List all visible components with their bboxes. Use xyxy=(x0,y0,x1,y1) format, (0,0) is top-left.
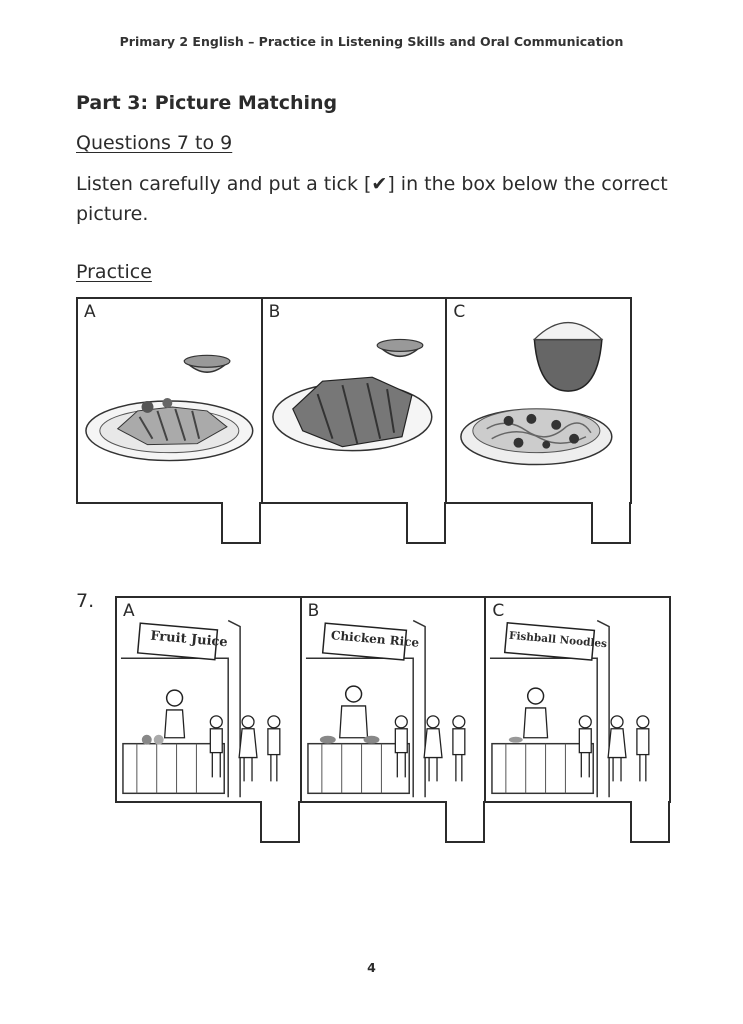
practice-tick-box-a[interactable] xyxy=(221,502,261,544)
roast-meat-plate-illustration xyxy=(263,299,446,502)
option-letter: B xyxy=(268,302,281,322)
stall-sign: Fruit Juice xyxy=(149,628,229,651)
stall-illustration-b xyxy=(302,598,485,801)
question7-picture-row xyxy=(115,596,671,803)
page-number: 4 xyxy=(367,960,376,975)
questions-range: Questions 7 to 9 xyxy=(76,132,233,154)
stall-illustration-c xyxy=(486,598,669,801)
option-letter: A xyxy=(84,302,96,322)
instruction-text: Listen carefully and put a tick [✔] in the box below the correct picture. xyxy=(76,173,668,225)
stall-sign: Fishball Noodles xyxy=(508,629,608,651)
part-title: Part 3: Picture Matching xyxy=(76,92,338,114)
stall-illustration-a xyxy=(117,598,300,801)
practice-tick-box-c[interactable] xyxy=(591,502,631,544)
option-letter: B xyxy=(307,601,320,621)
question7-tick-box-a[interactable] xyxy=(260,801,300,843)
question7-option-c xyxy=(486,598,669,801)
question7-tick-box-b[interactable] xyxy=(445,801,485,843)
question7-option-b xyxy=(302,598,487,801)
practice-tick-box-b[interactable] xyxy=(406,502,446,544)
option-letter: C xyxy=(453,302,466,322)
question-number: 7. xyxy=(76,590,95,612)
practice-option-b xyxy=(263,299,448,502)
question7-tick-box-c[interactable] xyxy=(630,801,670,843)
practice-picture-row xyxy=(76,297,632,504)
practice-option-a xyxy=(78,299,263,502)
stall-sign: Chicken Rice xyxy=(329,628,420,650)
option-letter: C xyxy=(492,601,505,621)
page-header: Primary 2 English – Practice in Listening Skills and Oral Communication xyxy=(119,34,624,49)
question7-option-a xyxy=(117,598,302,801)
option-letter: A xyxy=(123,601,135,621)
chicken-rice-plate-illustration xyxy=(78,299,261,502)
practice-label: Practice xyxy=(76,261,152,283)
noodles-and-rice-illustration xyxy=(447,299,630,502)
practice-option-c xyxy=(447,299,630,502)
